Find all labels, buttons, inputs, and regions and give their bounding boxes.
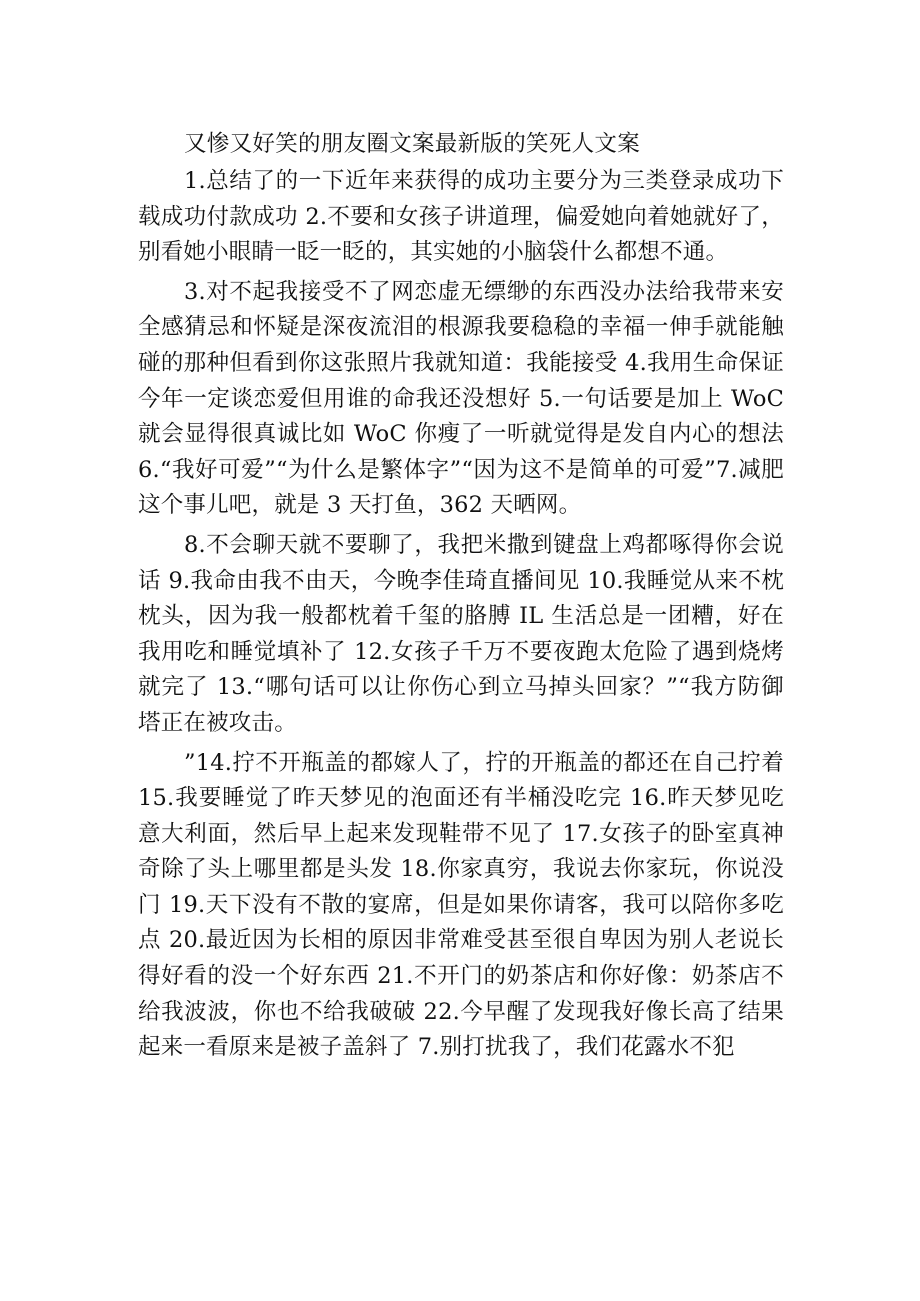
document-title: 又惨又好笑的朋友圈文案最新版的笑死人文案	[184, 131, 641, 157]
paragraph-4: ”14.拧不开瓶盖的都嫁人了，拧的开瓶盖的都还在自己拧着 15.我要睡觉了昨天梦见的泡面还有半桶没吃完 16.昨天梦见吃意大利面，然后早上起来发现鞋带不见了 17.女孩子的卧室真神奇除了头上哪里都是头发 18.你家真穷，我说去你家玩，你说没门 19.天下没有不散的宴席，但是如果你请客，我可以陪你多吃点 20.最近因为长相的原因非常难受甚至很自卑因为别人老说长得好看的没一个好东西 21.不开门的奶茶店和你好像：奶茶店不给我波波，你也不给我破破 22.今早醒了发现我好像长高了结果起来一看原来是被子盖斜了 7.别打扰我了，我们花露水不犯	[138, 749, 784, 1061]
paragraph-1: 1.总结了的一下近年来获得的成功主要分为三类登录成功下载成功付款成功 2.不要和女孩子讲道理，偏爱她向着她就好了，别看她小眼睛一眨一眨的，其实她的小脑袋什么都想不通。	[138, 168, 784, 266]
paragraph-3: 8.不会聊天就不要聊了，我把米撒到键盘上鸡都啄得你会说话 9.我命由我不由天，今晚李佳琦直播间见 10.我睡觉从来不枕枕头，因为我一般都枕着千玺的胳膊 IL 生活总是一团糟，好在我用吃和睡觉填补了 12.女孩子千万不要夜跑太危险了遇到烧烤就完了 13.“哪句话可以让你伤心到立马掉头回家？”“我方防御塔正在被攻击。	[138, 531, 784, 736]
paragraph-2: 3.对不起我接受不了网恋虚无缥缈的东西没办法给我带来安全感猜忌和怀疑是深夜流泪的根源我要稳稳的幸福一伸手就能触碰的那种但看到你这张照片我就知道：我能接受 4.我用生命保证今年一定谈恋爱但用谁的命我还没想好 5.一句话要是加上 WoC 就会显得很真诚比如 WoC 你瘦了一听就觉得是发自内心的想法 6.“我好可爱”“为什么是繁体字”“因为这不是简单的可爱”7.减肥这个事儿吧，就是 3 天打鱼，362 天晒网。	[138, 278, 784, 519]
document-page	[138, 126, 784, 1066]
